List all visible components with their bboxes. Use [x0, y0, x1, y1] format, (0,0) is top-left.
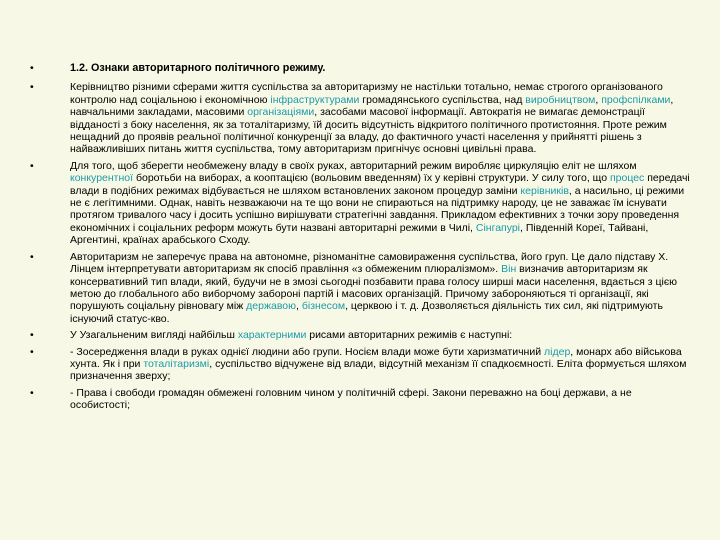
bullet-item-0 [30, 62, 690, 74]
text-segment: , а насильно, ці режими не є легітимними. Однак, навіть незважаючи на те що вони не спираються на підтримку народу, це не заважає їм існувати протягом тривалого часу і досить успішно вирішувати стратегічні завдання. Прикладом ефективних з точки зору проведення економічних і соціальних реформ можуть бути названі авторитарні режими в Чилі, [70, 184, 685, 234]
bullet-mark: • [30, 329, 34, 342]
text-segment: , засобами масової інформації. Автократія не вимагає демонстрації відданості з боку населення, як за тоталітаризму, їй досить відсутність відкритого політичного протистояння. Проте режим нещадний до проявів реальної політичної конкуренції за владу, до фактичного участі населення у прийнятті рішень з найважливіших питань життя суспільства, тому авторитаризм пригнічує основні цивільні права. [70, 106, 667, 156]
hyperlink[interactable]: керівників [520, 184, 569, 197]
bullet-item-5 [30, 346, 690, 383]
text-segment: Авторитаризм не заперечує права на автономне, різноманітне самовираження суспільства, його груп. Це дало підставу Х. Лінцем інтерпретувати авторитаризм як спосіб правління «з обмеженим плюралізмом». [70, 250, 669, 276]
bullet-mark: • [30, 386, 34, 399]
hyperlink[interactable]: тоталітаризмі [143, 357, 210, 370]
text-segment: визначив авторитаризм як консервативний тип влади, який, будучи не в змозі сьогодні позбавити права голосу ширші маси населення, вдається з цією метою до глобального або виборчому забороні партій і масових організацій. Причому забороняються ті організації, які порушують соціальну рівновагу між [70, 263, 678, 313]
text-segment: , Південній Кореї, Тайвані, Аргентині, країнах арабського Сходу. [70, 221, 649, 247]
text-segment: громадянського суспільства, над [359, 93, 526, 106]
text-segment: Керівництво різними сферами життя суспільства за авторитаризму не настільки тотально, немає строгого організованого контролю над соціальною і економічною [70, 81, 663, 106]
bullet-item-3 [30, 251, 690, 325]
bullet-item-4 [30, 329, 690, 341]
text-segment: , навчальними закладами, масовими [70, 93, 674, 119]
bullet-mark: • [30, 62, 34, 74]
hyperlink[interactable]: характерними [237, 329, 307, 342]
text-segment: передачі влади в подібних режимах відбувається не шляхом встановлених законом процедур заміни [70, 172, 690, 197]
bullet-mark: • [30, 345, 34, 358]
hyperlink[interactable]: виробництвом [525, 93, 596, 106]
hyperlink[interactable]: державою [246, 300, 297, 313]
hyperlink[interactable]: процес [609, 172, 645, 185]
text-segment: боротьби на виборах, а кооптацією (вольовим введенням) їх у керівні структури. У силу того, що [133, 172, 610, 185]
hyperlink[interactable]: бізнесом [301, 300, 346, 313]
hyperlink[interactable]: профспілками [601, 93, 671, 106]
heading-text: 1.2. Ознаки авторитарного політичного режиму. [70, 62, 326, 74]
bullet-mark: • [30, 159, 34, 172]
bullet-mark: • [30, 81, 34, 94]
text-segment: , [296, 300, 302, 313]
text-segment: У Узагальненим вигляді найбільш [70, 329, 238, 342]
bullet-item-6 [30, 387, 690, 412]
bullet-item-1 [30, 81, 690, 155]
text-segment: - Права і свободи громадян обмежені головним чином у політичній сфері. Закони переважно на боці держави, а не особистості; [70, 386, 632, 412]
hyperlink[interactable]: Сінгапурі [475, 221, 521, 234]
bullet-item-2 [30, 160, 690, 247]
hyperlink[interactable]: лідер [544, 345, 571, 358]
text-segment: , монарх або військова хунта. Як і при [70, 345, 682, 370]
text-segment: , [595, 93, 602, 106]
text-segment: - Зосередження влади в руках однієї людини або групи. Носієм влади може бути харизматичний [70, 345, 545, 358]
text-segment: Для того, щоб зберегти необмежену владу в своїх руках, авторитарний режим виробляє циркуляцію еліт не шляхом [70, 159, 637, 172]
hyperlink[interactable]: організаціями [247, 106, 315, 119]
text-segment: , церквою і т. д. Дозволяється діяльність тих сил, які підтримують існуючий статус-кво. [70, 300, 663, 325]
hyperlink[interactable]: Він [501, 263, 517, 276]
bullet-mark: • [30, 250, 34, 263]
hyperlink[interactable]: конкурентної [70, 172, 134, 185]
text-segment: , суспільство відчужене від влади, відсутній механізм її спадкоємності. Еліта формується шляхом призначення зверху; [70, 357, 687, 383]
hyperlink[interactable]: інфраструктурами [270, 93, 360, 106]
bullet-list [30, 62, 690, 416]
text-segment: рисами авторитарних режимів є наступні: [306, 329, 513, 342]
